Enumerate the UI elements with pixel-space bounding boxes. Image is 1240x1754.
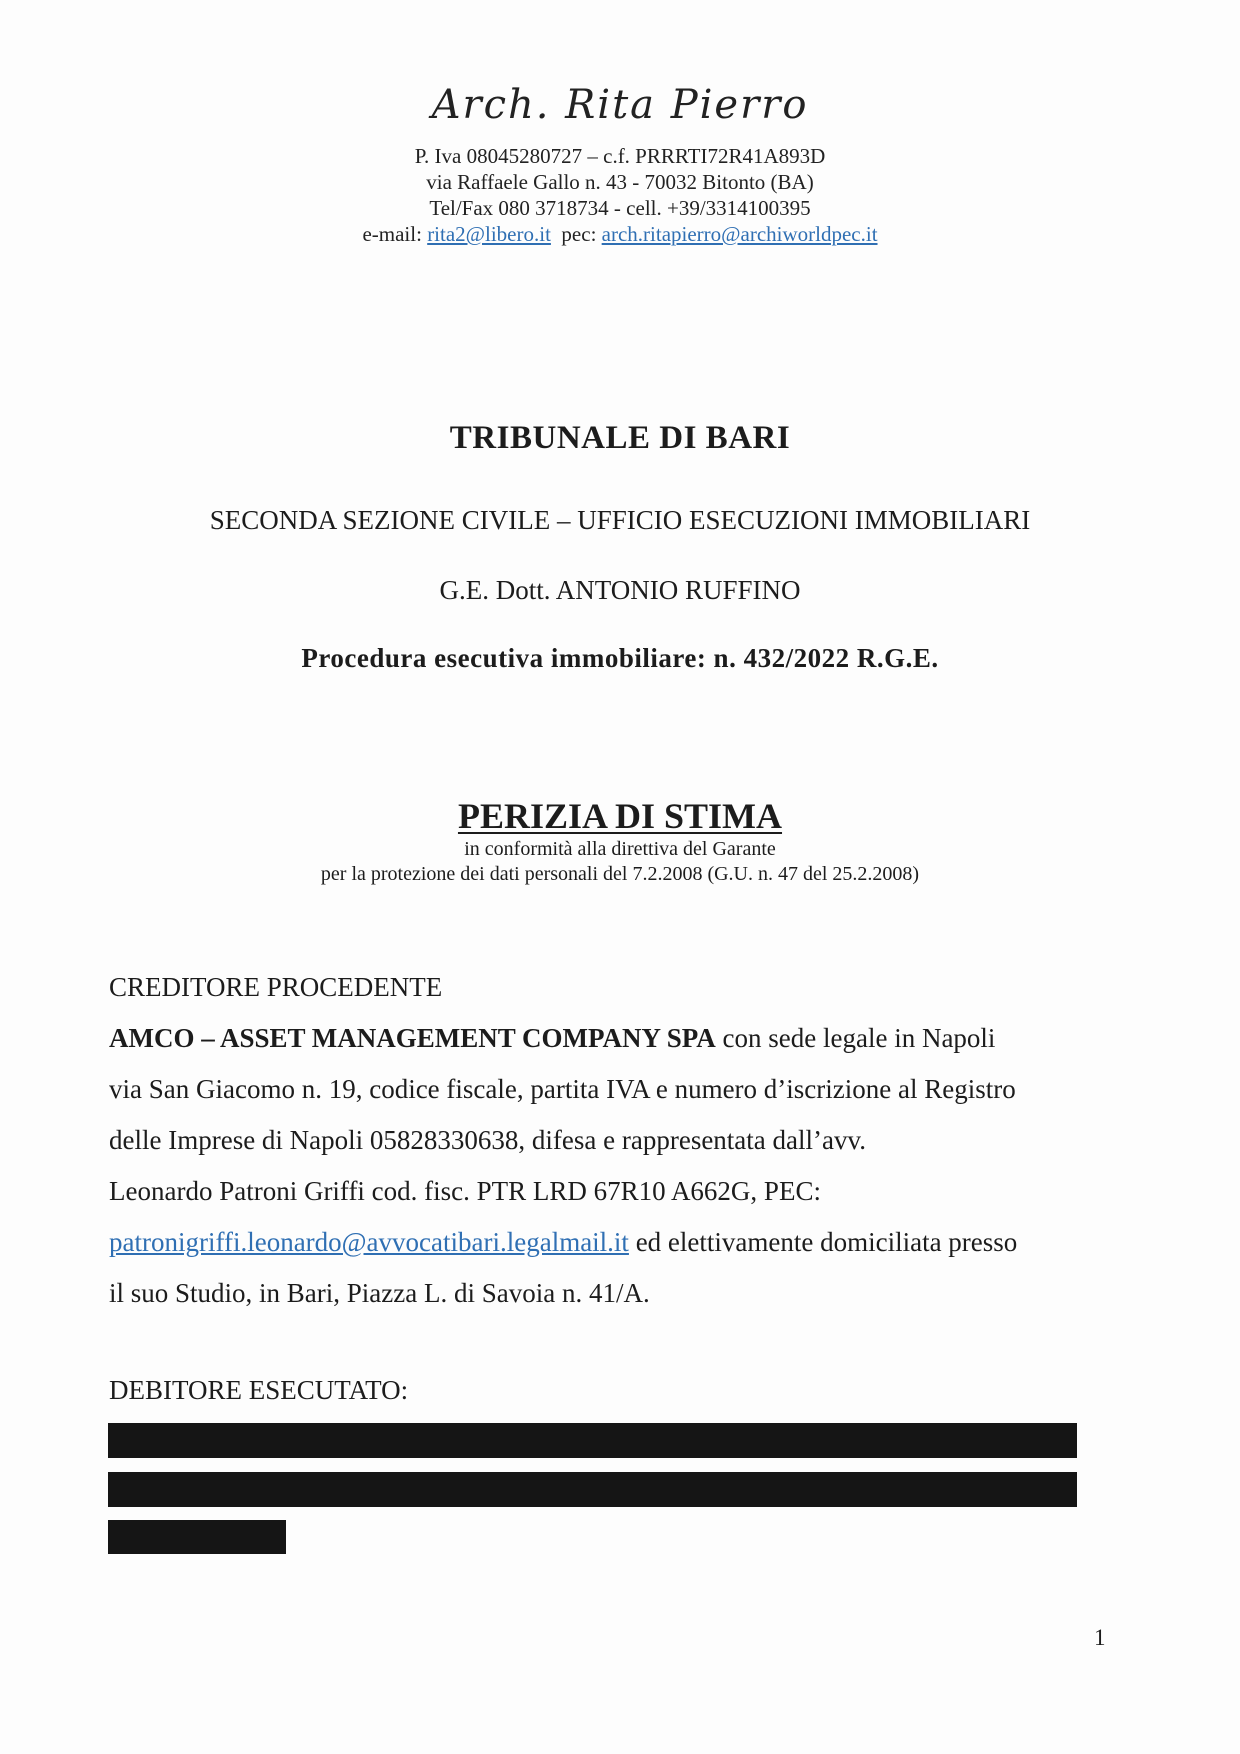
creditor-line-5 (109, 1227, 1017, 1258)
address-line: via Raffaele Gallo n. 43 - 70032 Bitonto (BA) (426, 170, 814, 194)
email-line (0, 221, 1240, 247)
procedure-number: Procedura esecutiva immobiliare: n. 432/2022 R.G.E. (301, 643, 939, 673)
email-label: e-mail: (362, 222, 422, 246)
court-title: TRIBUNALE DI BARI (449, 420, 791, 456)
redaction-bar (108, 1423, 1077, 1458)
creditor-name: AMCO – ASSET MANAGEMENT COMPANY SPA (109, 1023, 716, 1053)
architect-signature: Arch. Rita Pierro (431, 82, 809, 128)
creditor-line-3: delle Imprese di Napoli 05828330638, difesa e rappresentata dall’avv. (109, 1125, 866, 1155)
creditor-line-1-rest: con sede legale in Napoli (715, 1023, 996, 1053)
redaction-bar (108, 1520, 286, 1554)
email-link[interactable]: rita2@libero.it (427, 222, 551, 246)
debtor-heading: DEBITORE ESECUTATO: (109, 1375, 409, 1405)
vat-tax-code-line: P. Iva 08045280727 – c.f. PRRRTI72R41A893D (414, 144, 826, 168)
page-number: 1 (1094, 1625, 1106, 1650)
creditor-heading: CREDITORE PROCEDENTE (109, 972, 443, 1002)
phone-line: Tel/Fax 080 3718734 - cell. +39/3314100395 (429, 196, 811, 220)
creditor-line-4: Leonardo Patroni Griffi cod. fisc. PTR LRD 67R10 A662G, PEC: (109, 1176, 821, 1206)
perizia-title: PERIZIA DI STIMA (457, 796, 783, 836)
redaction-bar (108, 1472, 1077, 1507)
lawyer-pec-link[interactable]: patronigriffi.leonardo@avvocatibari.legalmail.it (109, 1227, 629, 1257)
court-section: SECONDA SEZIONE CIVILE – UFFICIO ESECUZIONI IMMOBILIARI (209, 505, 1031, 535)
creditor-line-1 (109, 1023, 995, 1054)
pec-link[interactable]: arch.ritapierro@archiworldpec.it (601, 222, 878, 246)
creditor-line-5-rest: ed elettivamente domiciliata presso (628, 1227, 1018, 1257)
creditor-line-6: il suo Studio, in Bari, Piazza L. di Savoia n. 41/A. (109, 1278, 650, 1308)
creditor-line-2: via San Giacomo n. 19, codice fiscale, partita IVA e numero d’iscrizione al Registro (109, 1074, 1016, 1104)
pec-label: pec: (561, 222, 597, 246)
perizia-subtitle-1: in conformità alla direttiva del Garante (464, 838, 776, 860)
perizia-subtitle-2: per la protezione dei dati personali del 7.2.2008 (G.U. n. 47 del 25.2.2008) (320, 863, 920, 885)
judge-name: G.E. Dott. ANTONIO RUFFINO (439, 575, 801, 605)
